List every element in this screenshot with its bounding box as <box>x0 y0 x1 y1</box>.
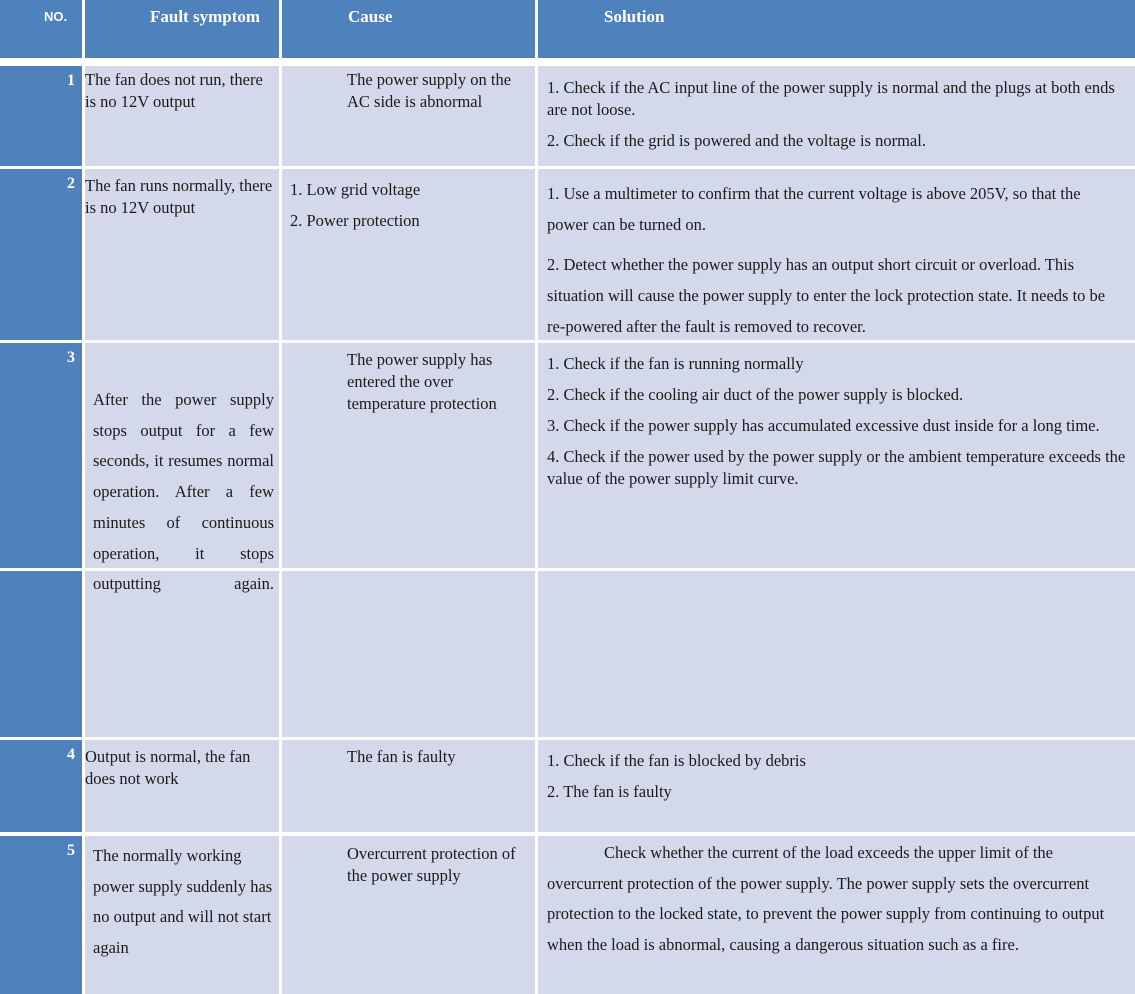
row-2-no-cell <box>0 169 82 340</box>
cause-text: The fan is faulty <box>347 747 456 766</box>
row-number: 4 <box>67 746 75 763</box>
row-number: 5 <box>67 842 75 859</box>
solution-step: 1. Use a multimeter to confirm that the current voltage is above 205V, so that the power can be turned on. <box>547 184 1081 234</box>
solution-step: 2. The fan is faulty <box>547 782 672 801</box>
row-number: 3 <box>67 349 75 366</box>
header-symptom-cell <box>85 0 279 58</box>
solution-step: 1. Check if the AC input line of the power supply is normal and the plugs at both ends are not loose. <box>547 78 1115 119</box>
row-3-no-cell <box>0 343 82 568</box>
row-1-symptom-cell <box>85 66 279 166</box>
fault-symptom-text: Output is normal, the fan does not work <box>85 747 251 788</box>
header-solution-cell <box>538 0 1135 58</box>
solution-step: 1. Check if the fan is blocked by debris <box>547 751 806 770</box>
cause-text: The power supply on the AC side is abnormal <box>347 70 512 111</box>
solution-step: 3. Check if the power supply has accumulated excessive dust inside for a long time. <box>547 416 1100 435</box>
header-no-cell <box>0 0 82 58</box>
row-5-solution-cell <box>538 836 1135 994</box>
row-5-symptom-cell <box>85 836 279 994</box>
row-number: 2 <box>67 175 75 192</box>
solution-step: 2. Check if the grid is powered and the voltage is normal. <box>547 131 926 150</box>
fault-symptom-text: The fan does not run, there is no 12V output <box>85 70 263 111</box>
row-1-cause-cell <box>282 66 535 166</box>
fault-symptom-text: The fan runs normally, there is no 12V output <box>85 176 273 217</box>
row-3-cause-cell <box>282 343 535 568</box>
header-cause-cell <box>282 0 535 58</box>
cause-text <box>290 179 530 232</box>
solution-text <box>547 750 1127 803</box>
solution-text <box>547 353 1127 490</box>
cause-text: The power supply has entered the over temperature protection <box>347 350 497 413</box>
solution-text <box>547 838 1127 961</box>
solution-step: 2. Check if the cooling air duct of the power supply is blocked. <box>547 385 964 404</box>
solution-step: 2. Detect whether the power supply has an output short circuit or overload. This situation will cause the power supply to enter the lock protection state. It needs to be re-powered after the fault is removed to recover. <box>547 255 1106 336</box>
row-5-cause-cell <box>282 836 535 994</box>
header-symptom: Fault symptom <box>150 7 261 26</box>
solution-step: 1. Check if the fan is running normally <box>547 354 804 373</box>
solution-text <box>547 77 1127 152</box>
row-3-solution-cell <box>538 343 1135 568</box>
fault-symptom-text: The normally working power supply suddenly has no output and will not start again <box>93 846 273 958</box>
row-2-symptom-cell <box>85 169 279 340</box>
solution-step: 4. Check if the power used by the power supply or the ambient temperature exceeds the value of the power supply limit curve. <box>547 447 1126 488</box>
fault-symptom-text: After the power supply stops output for a few seconds, it resumes normal operation. After a few minutes of continuous operation, it stops outputting again. <box>93 390 274 594</box>
header-cause: Cause <box>348 7 393 26</box>
row-3-no-cell-continued <box>0 571 82 737</box>
solution-step: Check whether the current of the load exceeds the upper limit of the overcurrent protection of the power supply. The power supply sets the overcurrent protection to the locked state, to prevent the power supply from continuing to output when the load is abnormal, causing a dangerous situation such as a fire. <box>547 843 1105 955</box>
solution-text <box>547 178 1119 342</box>
row-number: 1 <box>67 72 75 89</box>
row-3-solution-cell-continued <box>538 571 1135 737</box>
row-3-cause-cell-continued <box>282 571 535 737</box>
row-2-cause-cell <box>282 169 535 340</box>
header-solution: Solution <box>604 7 665 26</box>
row-4-symptom-cell <box>85 740 279 832</box>
row-1-solution-cell <box>538 66 1135 166</box>
row-1-no-cell <box>0 66 82 166</box>
header-no: NO. <box>44 9 68 24</box>
cause-text: Overcurrent protection of the power supply <box>347 844 516 885</box>
cause-item: 2. Power protection <box>290 211 420 230</box>
row-4-no-cell <box>0 740 82 832</box>
row-4-cause-cell <box>282 740 535 832</box>
row-4-solution-cell <box>538 740 1135 832</box>
row-5-no-cell <box>0 836 82 994</box>
row-2-solution-cell <box>538 169 1135 340</box>
cause-item: 1. Low grid voltage <box>290 180 421 199</box>
